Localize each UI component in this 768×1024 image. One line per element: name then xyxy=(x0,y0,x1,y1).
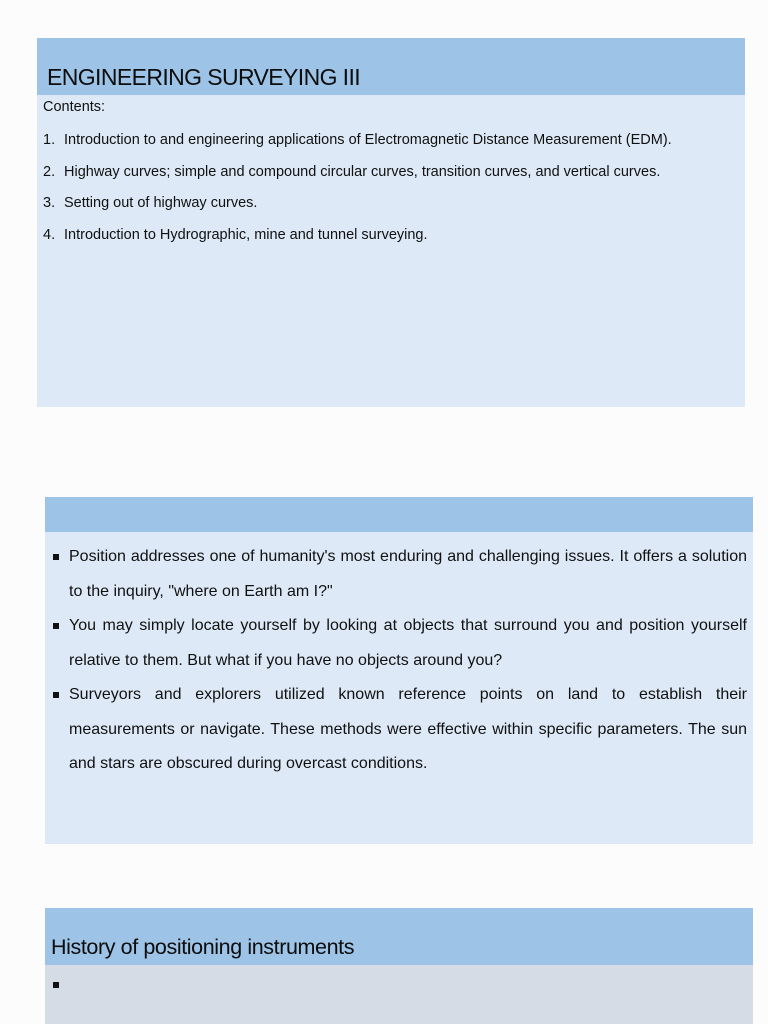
contents-item xyxy=(43,220,739,252)
bullet-text: Surveyors and explorers utilized known reference points on land to establish their measurements or navigate. These methods were effective within specific parameters. The sun and stars are obscured during overcast conditions. xyxy=(69,686,747,772)
contents-item xyxy=(43,157,739,189)
slide-history-positioning xyxy=(45,908,753,1024)
bullet-list xyxy=(51,540,747,782)
square-bullet-icon xyxy=(53,554,59,560)
contents-item xyxy=(43,125,739,157)
square-bullet-icon xyxy=(53,623,59,629)
square-bullet-icon xyxy=(53,692,59,698)
slide-header xyxy=(45,908,753,965)
item-number: 2. xyxy=(43,163,56,180)
bullet-text: Position addresses one of humanity's most enduring and challenging issues. It offers a solution to the inquiry, "where on Earth am I?" xyxy=(69,548,747,600)
item-text: Highway curves; simple and compound circular curves, transition curves, and vertical curves. xyxy=(64,163,661,180)
item-number: 1. xyxy=(43,132,56,148)
slide-title: ENGINEERING SURVEYING III xyxy=(47,64,361,90)
slide-body xyxy=(45,532,753,844)
slide-body xyxy=(37,95,745,407)
bullet-item xyxy=(51,678,747,782)
bullet-text: You may simply locate yourself by looking at objects that surround you and position yourself relative to them. But what if you have no objects around you? xyxy=(69,617,747,669)
bullet-item xyxy=(51,609,747,678)
item-text: Introduction to and engineering applications of Electromagnetic Distance Measurement (EDM). xyxy=(64,132,672,148)
slide-body xyxy=(45,965,753,1024)
item-text: Setting out of highway curves. xyxy=(64,195,258,211)
bullet-item xyxy=(51,540,747,609)
contents-list xyxy=(43,125,739,251)
square-bullet-icon xyxy=(53,982,59,988)
contents-item xyxy=(43,188,739,220)
slide-title: History of positioning instruments xyxy=(51,935,355,959)
item-number: 3. xyxy=(43,195,56,211)
item-text: Introduction to Hydrographic, mine and tunnel surveying. xyxy=(64,226,428,243)
slide-header xyxy=(45,497,753,532)
item-number: 4. xyxy=(43,226,56,243)
slide-header xyxy=(37,38,745,95)
slide-engineering-surveying xyxy=(37,38,745,407)
contents-label: Contents: xyxy=(43,99,106,115)
slide-position xyxy=(45,497,753,844)
